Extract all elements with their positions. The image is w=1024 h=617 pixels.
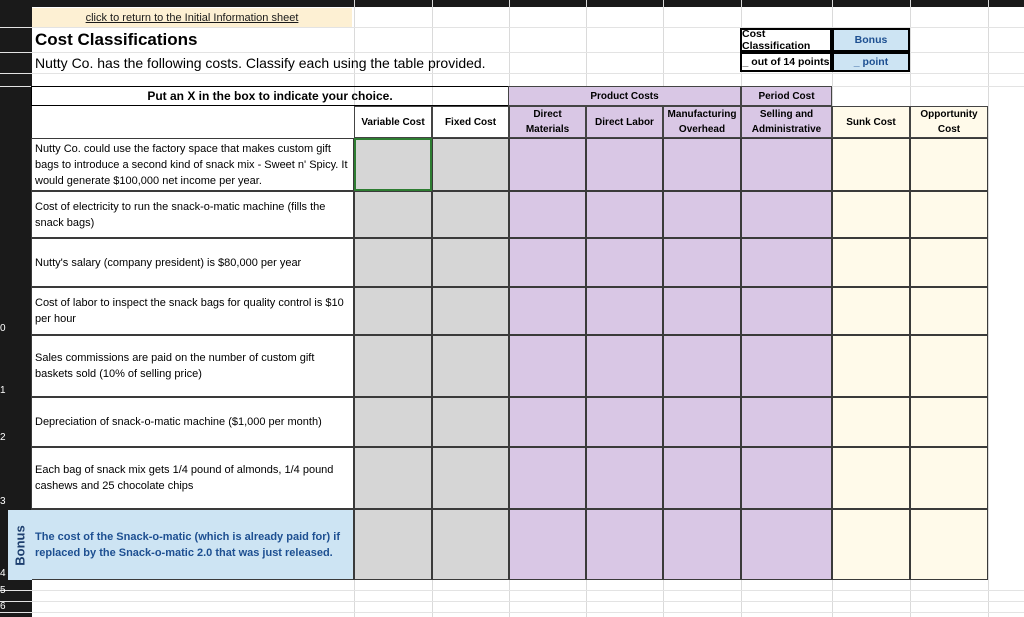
answer-cell[interactable] [509,287,586,335]
page-subtitle: Nutty Co. has the following costs. Classify each using the table provided. [35,55,486,71]
answer-cell[interactable] [354,191,432,238]
answer-cell[interactable] [663,397,741,447]
page-title: Cost Classifications [35,30,198,49]
answer-cell[interactable] [832,397,910,447]
answer-cell[interactable] [509,138,586,191]
answer-cell[interactable] [663,287,741,335]
answer-cell[interactable] [432,397,509,447]
bonus-score[interactable]: _ point [832,52,910,72]
question-row-6: Depreciation of snack-o-matic machine ($1,000 per month) [31,397,354,447]
answer-cell[interactable] [663,238,741,287]
header-manufacturing-overhead: Manufacturing Overhead [663,106,741,138]
answer-cell[interactable] [663,447,741,509]
product-costs-header: Product Costs [508,86,741,106]
row-number[interactable]: 3 [0,496,6,507]
answer-cell[interactable] [741,138,832,191]
answer-cell[interactable] [354,397,432,447]
answer-cell[interactable] [432,138,509,191]
header-opportunity-cost: Opportunity Cost [910,106,988,138]
return-link[interactable]: click to return to the Initial Information sheet [32,8,352,27]
row-number[interactable]: 2 [0,432,6,443]
question-row-7: Each bag of snack mix gets 1/4 pound of almonds, 1/4 pound cashews and 25 chocolate chips [31,447,354,509]
answer-cell[interactable] [586,335,663,397]
answer-cell[interactable] [741,238,832,287]
question-row-1: Nutty Co. could use the factory space that makes custom gift bags to introduce a second kind of snack mix - Sweet n' Spicy. It would generate $100,000 net income per year. [31,138,354,191]
header-direct-materials: Direct Materials [509,106,586,138]
answer-cell[interactable] [586,397,663,447]
header-direct-labor: Direct Labor [586,106,663,138]
answer-cell[interactable] [586,287,663,335]
answer-cell[interactable] [432,509,509,580]
answer-cell[interactable] [354,238,432,287]
answer-cell[interactable] [432,287,509,335]
answer-cell[interactable] [663,335,741,397]
answer-cell[interactable] [663,509,741,580]
answer-cell[interactable] [910,397,988,447]
answer-cell[interactable] [832,447,910,509]
answer-cell[interactable] [586,447,663,509]
gridline [0,601,1024,602]
gridline [988,0,989,617]
answer-cell[interactable] [910,509,988,580]
answer-cell[interactable] [509,447,586,509]
period-cost-header: Period Cost [741,86,832,106]
answer-cell[interactable] [432,238,509,287]
answer-cell[interactable] [832,509,910,580]
answer-cell[interactable] [832,287,910,335]
answer-cell[interactable] [354,335,432,397]
answer-cell[interactable] [432,447,509,509]
bonus-label: Bonus [832,28,910,52]
answer-cell[interactable] [663,191,741,238]
gridline [0,590,1024,591]
question-row-5: Sales commissions are paid on the number of custom gift baskets sold (10% of selling price) [31,335,354,397]
header-sunk-cost: Sunk Cost [832,106,910,138]
header-selling-administrative: Selling and Administrative [741,106,832,138]
answer-cell[interactable] [509,397,586,447]
answer-cell[interactable] [741,509,832,580]
answer-cell[interactable] [910,191,988,238]
answer-cell[interactable] [663,138,741,191]
answer-cell[interactable] [432,191,509,238]
answer-cell[interactable] [354,447,432,509]
answer-cell[interactable] [354,509,432,580]
question-row-3: Nutty's salary (company president) is $80,000 per year [31,238,354,287]
answer-cell[interactable] [741,447,832,509]
question-row-2: Cost of electricity to run the snack-o-matic machine (fills the snack bags) [31,191,354,238]
answer-cell[interactable] [509,509,586,580]
answer-cell[interactable] [354,138,432,191]
answer-cell[interactable] [910,287,988,335]
answer-cell[interactable] [586,191,663,238]
row-number[interactable]: 4 [0,568,6,579]
answer-cell[interactable] [832,238,910,287]
answer-cell[interactable] [832,335,910,397]
answer-cell[interactable] [586,238,663,287]
answer-cell[interactable] [832,138,910,191]
row-number[interactable]: 1 [0,385,6,396]
answer-cell[interactable] [741,335,832,397]
bonus-side-label: Bonus [8,510,32,580]
cost-classification-score[interactable]: _ out of 14 points [740,52,832,72]
answer-cell[interactable] [432,335,509,397]
answer-cell[interactable] [910,138,988,191]
answer-cell[interactable] [509,335,586,397]
answer-cell[interactable] [741,287,832,335]
answer-cell[interactable] [910,238,988,287]
answer-cell[interactable] [741,397,832,447]
gridline [0,612,1024,613]
header-variable-cost: Variable Cost [354,106,432,138]
question-row-4: Cost of labor to inspect the snack bags for quality control is $10 per hour [31,287,354,335]
header-fixed-cost: Fixed Cost [432,106,509,138]
answer-cell[interactable] [354,287,432,335]
answer-cell[interactable] [910,335,988,397]
row-number[interactable]: 6 [0,601,6,612]
answer-cell[interactable] [586,509,663,580]
answer-cell[interactable] [832,191,910,238]
row-number[interactable]: 0 [0,323,6,334]
gridline [0,73,1024,74]
answer-cell[interactable] [509,238,586,287]
answer-cell[interactable] [509,191,586,238]
answer-cell[interactable] [586,138,663,191]
question-row-bonus: The cost of the Snack-o-matic (which is already paid for) if replaced by the Snack-o-matic 2.0 that was just released. [31,509,354,580]
answer-cell[interactable] [741,191,832,238]
answer-cell[interactable] [910,447,988,509]
instruction-banner: Put an X in the box to indicate your choice. [31,86,509,106]
cost-classification-label: Cost Classification [740,28,832,52]
row-number[interactable]: 5 [0,585,6,596]
column-header-strip [32,0,1024,7]
